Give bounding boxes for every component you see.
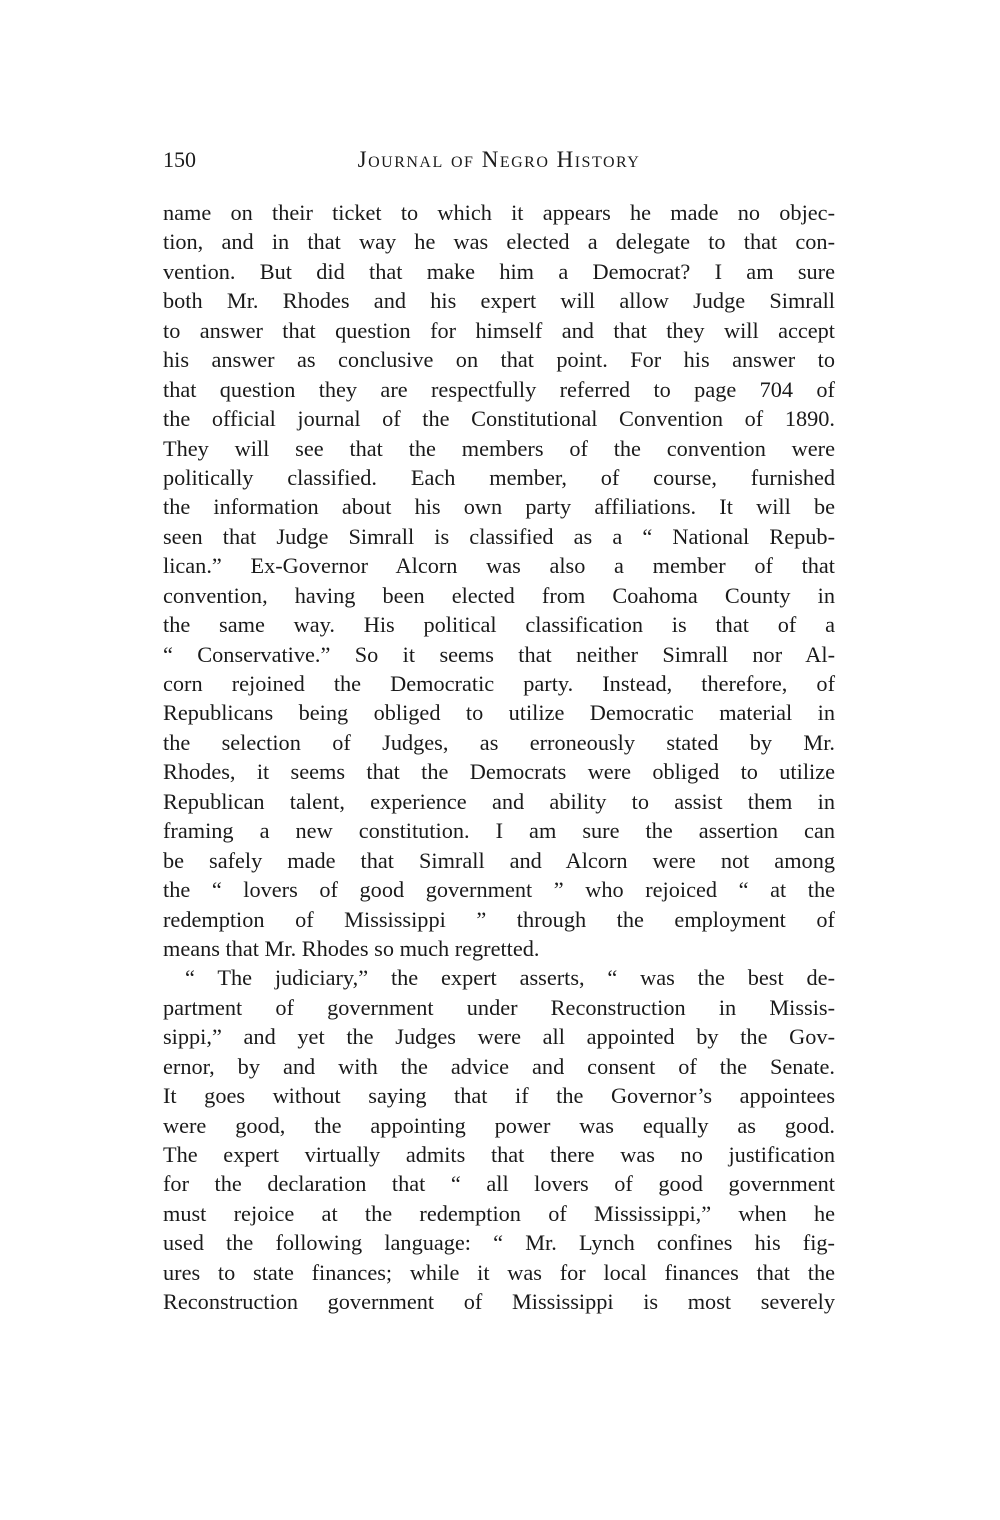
paragraph xyxy=(163,198,835,963)
running-head xyxy=(163,143,835,177)
text-line: be safely made that Simrall and Alcorn were not among xyxy=(163,847,835,873)
text-line: Republican talent, experience and ability to assist them in xyxy=(163,788,835,814)
text-line: to answer that question for himself and that they will accept xyxy=(163,317,835,343)
text-line: redemption of Mississippi ” through the employment of xyxy=(163,906,835,932)
text-line: partment of government under Reconstruction in Missis- xyxy=(163,994,835,1020)
text-line: sippi,” and yet the Judges were all appointed by the Gov- xyxy=(163,1024,835,1050)
text-line: tion, and in that way he was elected a delegate to that con- xyxy=(163,229,835,255)
text-line: convention, having been elected from Coahoma County in xyxy=(163,582,835,608)
text-line: vention. But did that make him a Democrat? I am sure xyxy=(163,258,835,284)
text-line: the “ lovers of good government ” who rejoiced “ at the xyxy=(163,877,835,903)
text-line: that question they are respectfully referred to page 704 of xyxy=(163,376,835,402)
text-line: “ The judiciary,” the expert asserts, “ was the best de- xyxy=(185,965,835,991)
text-line: his answer as conclusive on that point. For his answer to xyxy=(163,347,835,373)
text-line: both Mr. Rhodes and his expert will allow Judge Simrall xyxy=(163,288,835,314)
text-line: used the following language: “ Mr. Lynch confines his fig- xyxy=(163,1230,835,1256)
page-number: 150 xyxy=(163,147,196,172)
text-line: The expert virtually admits that there was no justification xyxy=(163,1142,835,1167)
text-line: Reconstruction government of Mississippi is most severely xyxy=(163,1289,835,1315)
text-line: politically classified. Each member, of course, furnished xyxy=(163,464,835,490)
text-line: lican.” Ex-Governor Alcorn was also a member of that xyxy=(163,553,835,579)
body-text xyxy=(163,198,835,1317)
text-line: Republicans being obliged to utilize Democratic material in xyxy=(163,700,835,726)
text-line: the same way. His political classification is that of a xyxy=(163,612,835,638)
text-line: Rhodes, it seems that the Democrats were obliged to utilize xyxy=(163,759,835,785)
text-line: name on their ticket to which it appears he made no objec- xyxy=(163,200,835,225)
text-line: ernor, by and with the advice and consent of the Senate. xyxy=(163,1053,835,1079)
text-line: for the declaration that “ all lovers of good government xyxy=(163,1171,835,1197)
text-line: corn rejoined the Democratic party. Instead, therefore, of xyxy=(163,671,835,696)
journal-title: Journal of Negro History xyxy=(357,147,641,172)
text-line: were good, the appointing power was equally as good. xyxy=(163,1112,835,1138)
text-line: the selection of Judges, as erroneously stated by Mr. xyxy=(163,729,835,755)
text-line: “ Conservative.” So it seems that neither Simrall nor Al- xyxy=(163,641,835,667)
text-line: must rejoice at the redemption of Mississippi,” when he xyxy=(163,1200,835,1226)
text-line: means that Mr. Rhodes so much regretted. xyxy=(163,935,540,961)
text-line: It goes without saying that if the Governor’s appointees xyxy=(163,1083,835,1109)
text-line: the official journal of the Constitutional Convention of 1890. xyxy=(163,406,835,432)
text-line: framing a new constitution. I am sure the assertion can xyxy=(163,818,835,844)
text-line: seen that Judge Simrall is classified as a “ National Repub- xyxy=(163,523,835,549)
text-line: the information about his own party affiliations. It will be xyxy=(163,494,835,520)
text-line: They will see that the members of the convention were xyxy=(163,435,835,461)
paragraph xyxy=(163,963,835,1316)
text-line: ures to state finances; while it was for local finances that the xyxy=(163,1259,835,1285)
